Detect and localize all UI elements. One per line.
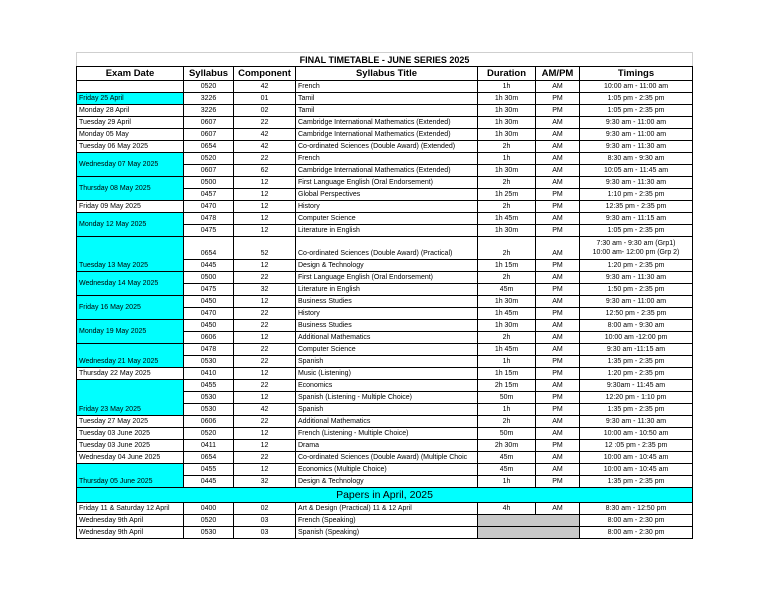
syllabus-title-cell: Design & Technology — [296, 260, 478, 272]
syllabus-title-cell: Co-ordinated Sciences (Double Award) (Practical) — [296, 237, 478, 260]
ampm-cell: AM — [536, 332, 580, 344]
syllabus-title-cell: French (Speaking) — [296, 515, 478, 527]
timings-cell: 9:30 am - 11:00 am — [580, 129, 693, 141]
syllabus-title-cell: Cambridge International Mathematics (Extended) — [296, 165, 478, 177]
syllabus-cell: 0455 — [184, 380, 234, 392]
header-component: Component — [234, 67, 296, 81]
table-row — [77, 81, 693, 93]
exam-date-cell: Tuesday 06 May 2025 — [77, 141, 184, 153]
duration-cell: 45m — [478, 284, 536, 296]
syllabus-title-cell: Business Studies — [296, 320, 478, 332]
table-row — [77, 380, 693, 392]
exam-date-cell: Friday 09 May 2025 — [77, 201, 184, 213]
component-cell: 32 — [234, 284, 296, 296]
timetable-sheet — [76, 52, 692, 539]
timings-cell: 8:00 am - 9:30 am — [580, 320, 693, 332]
table-row — [77, 527, 693, 539]
syllabus-title-cell: Literature in English — [296, 225, 478, 237]
exam-date-cell: Tuesday 03 June 2025 — [77, 428, 184, 440]
syllabus-cell: 0478 — [184, 344, 234, 356]
timings-cell: 1:35 pm - 2:35 pm — [580, 404, 693, 416]
syllabus-title-cell: Cambridge International Mathematics (Extended) — [296, 129, 478, 141]
table-row — [77, 428, 693, 440]
timings-cell: 10:00 am -12:00 pm — [580, 332, 693, 344]
table-row — [77, 440, 693, 452]
timings-cell: 10:05 am - 11:45 am — [580, 165, 693, 177]
table-row — [77, 416, 693, 428]
component-cell: 12 — [234, 296, 296, 308]
ampm-cell: PM — [536, 93, 580, 105]
component-cell: 22 — [234, 344, 296, 356]
duration-cell: 4h — [478, 503, 536, 515]
exam-date-cell: Wednesday 21 May 2025 — [77, 344, 184, 368]
timings-cell: 9:30 am - 11:00 am — [580, 296, 693, 308]
timings-cell: 8:00 am - 2:30 pm — [580, 527, 693, 539]
duration-cell: 2h — [478, 332, 536, 344]
syllabus-cell: 0530 — [184, 404, 234, 416]
ampm-cell: AM — [536, 129, 580, 141]
duration-cell: 50m — [478, 392, 536, 404]
duration-cell: 2h 15m — [478, 380, 536, 392]
component-cell: 12 — [234, 392, 296, 404]
syllabus-cell: 0520 — [184, 81, 234, 93]
syllabus-cell: 0606 — [184, 332, 234, 344]
table-row — [77, 117, 693, 129]
syllabus-cell: 0470 — [184, 308, 234, 320]
component-cell: 22 — [234, 416, 296, 428]
timings-cell: 9:30 am - 11:30 am — [580, 416, 693, 428]
timings-cell: 9:30 am - 11:30 am — [580, 141, 693, 153]
syllabus-cell: 0455 — [184, 464, 234, 476]
header-timings: Timings — [580, 67, 693, 81]
timings-cell: 1:20 pm - 2:35 pm — [580, 368, 693, 380]
exam-date-cell: Wednesday 9th April — [77, 515, 184, 527]
timings-cell: 1:05 pm - 2:35 pm — [580, 93, 693, 105]
syllabus-cell: 0478 — [184, 213, 234, 225]
ampm-cell: PM — [536, 392, 580, 404]
table-row — [77, 515, 693, 527]
duration-cell: 1h 30m — [478, 93, 536, 105]
syllabus-cell: 0607 — [184, 129, 234, 141]
component-cell: 01 — [234, 93, 296, 105]
duration-cell: 1h 30m — [478, 129, 536, 141]
ampm-cell: AM — [536, 141, 580, 153]
syllabus-cell: 0475 — [184, 284, 234, 296]
timings-cell: 10:00 am - 10:45 am — [580, 452, 693, 464]
syllabus-title-cell: Music (Listening) — [296, 368, 478, 380]
ampm-cell: PM — [536, 105, 580, 117]
component-cell: 52 — [234, 237, 296, 260]
timings-cell: 10:00 am - 10:45 am — [580, 464, 693, 476]
table-row — [77, 464, 693, 476]
exam-date-cell: Friday 16 May 2025 — [77, 296, 184, 320]
timings-cell — [580, 237, 693, 260]
component-cell: 22 — [234, 380, 296, 392]
duration-cell: 1h 30m — [478, 165, 536, 177]
exam-date-cell: Friday 23 May 2025 — [77, 380, 184, 416]
timings-cell: 9:30 am - 11:15 am — [580, 213, 693, 225]
duration-cell: 1h — [478, 81, 536, 93]
syllabus-cell: 0520 — [184, 153, 234, 165]
exam-date-cell: Wednesday 14 May 2025 — [77, 272, 184, 296]
duration-cell: 1h — [478, 356, 536, 368]
table-row — [77, 237, 693, 260]
exam-date-cell: Tuesday 03 June 2025 — [77, 440, 184, 452]
timings-cell: 1:05 pm - 2:35 pm — [580, 105, 693, 117]
ampm-cell: PM — [536, 440, 580, 452]
syllabus-title-cell: Co-ordinated Sciences (Double Award) (Multiple Choic — [296, 452, 478, 464]
duration-cell: 2h — [478, 141, 536, 153]
component-cell: 42 — [234, 141, 296, 153]
syllabus-title-cell: Drama — [296, 440, 478, 452]
timings-cell: 9:30 am - 11:30 am — [580, 272, 693, 284]
duration-ampm-cell — [478, 515, 580, 527]
header-syllabus-title: Syllabus Title — [296, 67, 478, 81]
duration-cell: 50m — [478, 428, 536, 440]
duration-cell: 45m — [478, 464, 536, 476]
ampm-cell: PM — [536, 308, 580, 320]
component-cell: 32 — [234, 476, 296, 488]
timings-cell: 8:30 am - 12:50 pm — [580, 503, 693, 515]
timings-group-1: 7:30 am - 9:30 am (Grp1) — [596, 240, 676, 247]
syllabus-cell: 0530 — [184, 356, 234, 368]
syllabus-title-cell: Art & Design (Practical) 11 & 12 April — [296, 503, 478, 515]
duration-cell: 1h 15m — [478, 260, 536, 272]
component-cell: 22 — [234, 308, 296, 320]
exam-date-cell: Monday 12 May 2025 — [77, 213, 184, 237]
table-row — [77, 503, 693, 515]
timings-cell: 8:30 am - 9:30 am — [580, 153, 693, 165]
ampm-cell: AM — [536, 81, 580, 93]
syllabus-title-cell: First Language English (Oral Endorsement) — [296, 177, 478, 189]
component-cell: 03 — [234, 515, 296, 527]
ampm-cell: AM — [536, 153, 580, 165]
syllabus-title-cell: Business Studies — [296, 296, 478, 308]
syllabus-cell: 0457 — [184, 189, 234, 201]
exam-date-cell: Wednesday 04 June 2025 — [77, 452, 184, 464]
exam-date-cell: Wednesday 07 May 2025 — [77, 153, 184, 177]
timetable — [76, 52, 693, 539]
timings-group-2: 10:00 am- 12:00 pm (Grp 2) — [592, 249, 680, 256]
duration-cell: 1h — [478, 404, 536, 416]
timings-cell: 12 :05 pm - 2:35 pm — [580, 440, 693, 452]
duration-cell: 1h — [478, 476, 536, 488]
component-cell: 22 — [234, 272, 296, 284]
ampm-cell: AM — [536, 452, 580, 464]
ampm-cell: AM — [536, 177, 580, 189]
table-row — [77, 296, 693, 308]
syllabus-title-cell: Economics (Multiple Choice) — [296, 464, 478, 476]
exam-date-cell: Wednesday 9th April — [77, 527, 184, 539]
syllabus-cell: 0654 — [184, 141, 234, 153]
ampm-cell: AM — [536, 416, 580, 428]
exam-date-cell: Tuesday 29 April — [77, 117, 184, 129]
table-row — [77, 320, 693, 332]
duration-cell: 1h 30m — [478, 225, 536, 237]
syllabus-cell: 0520 — [184, 428, 234, 440]
table-row — [77, 105, 693, 117]
component-cell: 22 — [234, 452, 296, 464]
component-cell: 12 — [234, 177, 296, 189]
timings-cell: 1:35 pm - 2:35 pm — [580, 476, 693, 488]
ampm-cell: PM — [536, 284, 580, 296]
component-cell: 42 — [234, 81, 296, 93]
ampm-cell: AM — [536, 380, 580, 392]
component-cell: 62 — [234, 165, 296, 177]
syllabus-cell: 0400 — [184, 503, 234, 515]
ampm-cell: PM — [536, 404, 580, 416]
syllabus-cell: 3226 — [184, 93, 234, 105]
duration-ampm-cell — [478, 527, 580, 539]
ampm-cell: AM — [536, 165, 580, 177]
syllabus-cell: 0654 — [184, 452, 234, 464]
syllabus-title-cell: Computer Science — [296, 344, 478, 356]
ampm-cell: PM — [536, 189, 580, 201]
component-cell: 12 — [234, 464, 296, 476]
syllabus-title-cell: French — [296, 153, 478, 165]
timings-cell: 9:30 am - 11:30 am — [580, 177, 693, 189]
ampm-cell: AM — [536, 344, 580, 356]
ampm-cell: AM — [536, 117, 580, 129]
syllabus-cell: 0607 — [184, 117, 234, 129]
exam-date-cell: Monday 19 May 2025 — [77, 320, 184, 344]
table-row — [77, 272, 693, 284]
syllabus-cell: 0411 — [184, 440, 234, 452]
syllabus-title-cell: Cambridge International Mathematics (Extended) — [296, 117, 478, 129]
table-row — [77, 153, 693, 165]
timings-cell: 10:00 am - 11:00 am — [580, 81, 693, 93]
timings-cell: 1:10 pm - 2:35 pm — [580, 189, 693, 201]
duration-cell: 1h — [478, 153, 536, 165]
syllabus-cell: 0530 — [184, 527, 234, 539]
syllabus-title-cell: History — [296, 308, 478, 320]
syllabus-title-cell: Computer Science — [296, 213, 478, 225]
syllabus-cell: 3226 — [184, 105, 234, 117]
duration-cell: 1h 25m — [478, 189, 536, 201]
syllabus-title-cell: Spanish (Listening - Multiple Choice) — [296, 392, 478, 404]
component-cell: 02 — [234, 503, 296, 515]
component-cell: 42 — [234, 404, 296, 416]
duration-cell: 1h 30m — [478, 296, 536, 308]
component-cell: 12 — [234, 368, 296, 380]
timings-cell: 12:20 pm - 1:10 pm — [580, 392, 693, 404]
exam-date-cell: Thursday 08 May 2025 — [77, 177, 184, 201]
syllabus-title-cell: Tamil — [296, 93, 478, 105]
syllabus-cell: 0450 — [184, 320, 234, 332]
timetable-title: FINAL TIMETABLE - JUNE SERIES 2025 — [77, 53, 693, 67]
syllabus-cell: 0530 — [184, 392, 234, 404]
table-row — [77, 201, 693, 213]
syllabus-title-cell: Spanish — [296, 404, 478, 416]
table-row — [77, 368, 693, 380]
ampm-cell: AM — [536, 272, 580, 284]
ampm-cell: AM — [536, 237, 580, 260]
component-cell: 22 — [234, 117, 296, 129]
syllabus-title-cell: Additional Mathematics — [296, 332, 478, 344]
timings-cell: 12:50 pm - 2:35 pm — [580, 308, 693, 320]
syllabus-title-cell: Tamil — [296, 105, 478, 117]
april-section-title: Papers in April, 2025 — [77, 488, 693, 503]
syllabus-title-cell: Global Perspectives — [296, 189, 478, 201]
duration-cell: 1h 45m — [478, 344, 536, 356]
syllabus-cell: 0500 — [184, 177, 234, 189]
timings-cell: 10:00 am - 10:50 am — [580, 428, 693, 440]
component-cell: 03 — [234, 527, 296, 539]
ampm-cell: PM — [536, 356, 580, 368]
timings-cell: 1:50 pm - 2:35 pm — [580, 284, 693, 296]
timings-cell: 9:30 am - 11:00 am — [580, 117, 693, 129]
duration-cell: 1h 30m — [478, 105, 536, 117]
ampm-cell: AM — [536, 213, 580, 225]
ampm-cell: AM — [536, 320, 580, 332]
table-row — [77, 129, 693, 141]
syllabus-title-cell: French — [296, 81, 478, 93]
exam-date-cell: Friday 11 & Saturday 12 April — [77, 503, 184, 515]
table-row — [77, 177, 693, 189]
exam-date-cell — [77, 81, 184, 93]
timings-cell: 9:30am - 11:45 am — [580, 380, 693, 392]
component-cell: 12 — [234, 440, 296, 452]
header-duration: Duration — [478, 67, 536, 81]
timings-cell: 9:30 am -11:15 am — [580, 344, 693, 356]
header-ampm: AM/PM — [536, 67, 580, 81]
duration-cell: 2h — [478, 201, 536, 213]
component-cell: 12 — [234, 189, 296, 201]
ampm-cell: AM — [536, 464, 580, 476]
component-cell: 12 — [234, 201, 296, 213]
header-exam-date: Exam Date — [77, 67, 184, 81]
ampm-cell: AM — [536, 503, 580, 515]
syllabus-title-cell: Co-ordinated Sciences (Double Award) (Extended) — [296, 141, 478, 153]
table-row — [77, 344, 693, 356]
exam-date-cell: Thursday 05 June 2025 — [77, 464, 184, 488]
ampm-cell: PM — [536, 225, 580, 237]
syllabus-title-cell: Spanish (Speaking) — [296, 527, 478, 539]
duration-cell: 1h 30m — [478, 320, 536, 332]
duration-cell: 1h 15m — [478, 368, 536, 380]
component-cell: 12 — [234, 225, 296, 237]
duration-cell: 2h — [478, 416, 536, 428]
component-cell: 22 — [234, 320, 296, 332]
table-row — [77, 452, 693, 464]
syllabus-title-cell: Design & Technology — [296, 476, 478, 488]
syllabus-cell: 0445 — [184, 476, 234, 488]
ampm-cell: PM — [536, 368, 580, 380]
component-cell: 42 — [234, 129, 296, 141]
timings-cell: 1:05 pm - 2:35 pm — [580, 225, 693, 237]
duration-cell: 45m — [478, 452, 536, 464]
syllabus-title-cell: First Language English (Oral Endorsement) — [296, 272, 478, 284]
ampm-cell: PM — [536, 201, 580, 213]
syllabus-cell: 0410 — [184, 368, 234, 380]
syllabus-title-cell: French (Listening - Multiple Choice) — [296, 428, 478, 440]
component-cell: 02 — [234, 105, 296, 117]
exam-date-cell: Thursday 22 May 2025 — [77, 368, 184, 380]
syllabus-title-cell: History — [296, 201, 478, 213]
syllabus-title-cell: Additional Mathematics — [296, 416, 478, 428]
header-syllabus: Syllabus — [184, 67, 234, 81]
syllabus-cell: 0500 — [184, 272, 234, 284]
duration-cell: 1h 45m — [478, 213, 536, 225]
syllabus-cell: 0470 — [184, 201, 234, 213]
syllabus-cell: 0607 — [184, 165, 234, 177]
syllabus-cell: 0654 — [184, 237, 234, 260]
table-row — [77, 93, 693, 105]
header-row — [77, 67, 693, 81]
timings-cell: 8:00 am - 2:30 pm — [580, 515, 693, 527]
exam-date-cell: Monday 28 April — [77, 105, 184, 117]
syllabus-cell: 0475 — [184, 225, 234, 237]
syllabus-cell: 0606 — [184, 416, 234, 428]
syllabus-cell: 0520 — [184, 515, 234, 527]
duration-cell: 2h — [478, 237, 536, 260]
ampm-cell: AM — [536, 428, 580, 440]
table-row — [77, 141, 693, 153]
component-cell: 12 — [234, 332, 296, 344]
ampm-cell: PM — [536, 476, 580, 488]
timings-cell: 1:35 pm - 2:35 pm — [580, 356, 693, 368]
component-cell: 22 — [234, 356, 296, 368]
syllabus-title-cell: Literature in English — [296, 284, 478, 296]
table-row — [77, 213, 693, 225]
timings-cell: 12:35 pm - 2:35 pm — [580, 201, 693, 213]
syllabus-cell: 0445 — [184, 260, 234, 272]
component-cell: 22 — [234, 153, 296, 165]
component-cell: 12 — [234, 213, 296, 225]
component-cell: 12 — [234, 260, 296, 272]
exam-date-cell: Tuesday 27 May 2025 — [77, 416, 184, 428]
exam-date-cell: Friday 25 April — [77, 93, 184, 105]
duration-cell: 2h — [478, 177, 536, 189]
ampm-cell: AM — [536, 296, 580, 308]
exam-date-cell: Tuesday 13 May 2025 — [77, 237, 184, 272]
timings-cell: 1:20 pm - 2:35 pm — [580, 260, 693, 272]
ampm-cell: PM — [536, 260, 580, 272]
duration-cell: 2h 30m — [478, 440, 536, 452]
duration-cell: 1h 30m — [478, 117, 536, 129]
syllabus-title-cell: Spanish — [296, 356, 478, 368]
duration-cell: 2h — [478, 272, 536, 284]
syllabus-title-cell: Economics — [296, 380, 478, 392]
duration-cell: 1h 45m — [478, 308, 536, 320]
component-cell: 12 — [234, 428, 296, 440]
exam-date-cell: Monday 05 May — [77, 129, 184, 141]
syllabus-cell: 0450 — [184, 296, 234, 308]
